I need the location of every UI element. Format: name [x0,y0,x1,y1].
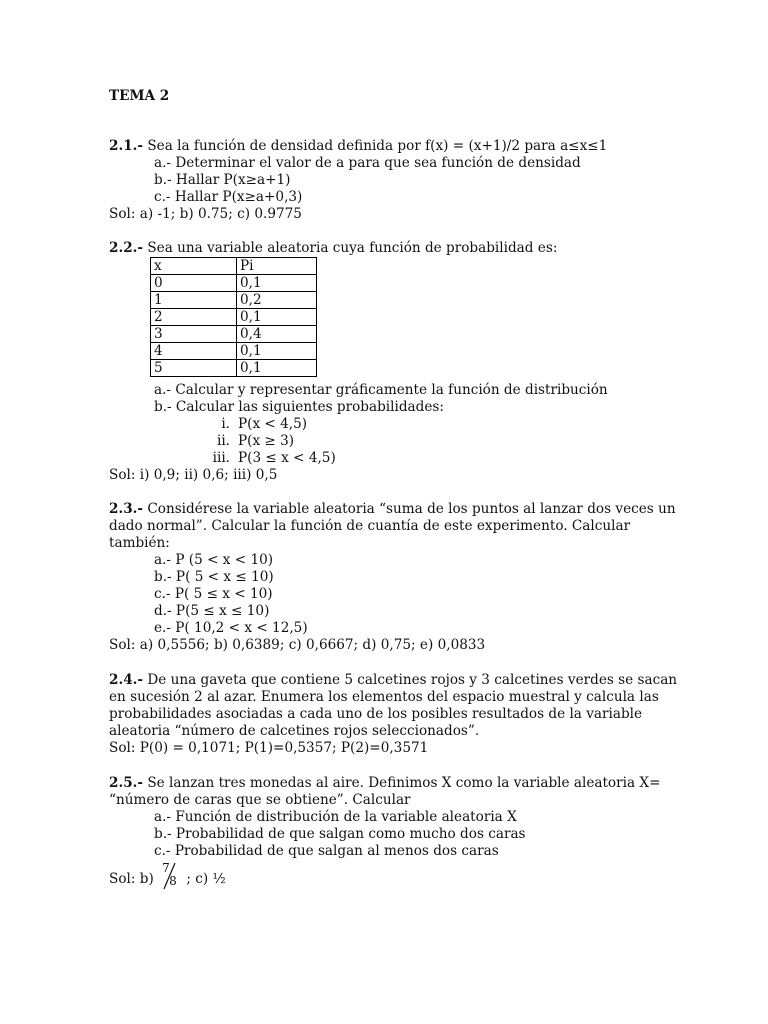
table-cell: 0,1 [237,343,317,360]
table-row [151,326,317,343]
table-header-cell: x [151,258,237,275]
problem-2-3-item-e: e.- P( 10,2 < x < 12,5) [154,620,308,636]
problem-number: 2.4.- [109,672,144,688]
table-header-row [151,258,317,275]
problem-2-1-item-c: c.- Hallar P(x≥a+0,3) [154,189,303,205]
problem-2-2-sub-ii: ii. P(x ≥ 3) [216,433,295,449]
problem-2-3-item-b: b.- P( 5 < x ≤ 10) [154,569,274,585]
problem-2-5-line-2: “número de caras que se obtiene”. Calcular [109,792,411,808]
problem-2-3-item-c: c.- P( 5 ≤ x < 10) [154,586,273,602]
table-cell: 5 [151,360,237,377]
problem-2-2-item-b: b.- Calcular las siguientes probabilidades: [154,399,444,415]
table-cell: 0 [151,275,237,292]
problem-2-1-statement: 2.1.- Sea la función de densidad definida por f(x) = (x+1)/2 para a≤x≤1 [109,138,608,154]
table-row [151,360,317,377]
problem-2-1-item-a: a.- Determinar el valor de a para que sea función de densidad [154,155,581,171]
problem-2-1-solution: Sol: a) -1; b) 0.75; c) 0.9775 [109,206,302,222]
problem-2-5-item-a: a.- Función de distribución de la variable aleatoria X [154,809,517,825]
table-cell: 2 [151,309,237,326]
page-title: TEMA 2 [109,88,170,104]
problem-2-3-solution: Sol: a) 0,5556; b) 0,6389; c) 0,6667; d) 0,75; e) 0,0833 [109,637,486,653]
table-cell: 1 [151,292,237,309]
table-cell: 4 [151,343,237,360]
table-cell: 0,2 [237,292,317,309]
table-row [151,275,317,292]
problem-2-2-sub-iii: iii. P(3 ≤ x < 4,5) [212,450,336,466]
problem-2-4-statement: 2.4.- De una gaveta que contiene 5 calcetines rojos y 3 calcetines verdes se sacan [109,672,678,688]
table-cell: 0,4 [237,326,317,343]
problem-number: 2.2.- [109,240,144,256]
table-cell: 0,1 [237,360,317,377]
problem-2-5-solution: Sol: b) 7 8 ; c) ½ [109,865,226,891]
table-row [151,292,317,309]
problem-2-5-statement: 2.5.- Se lanzan tres monedas al aire. Definimos X como la variable aleatoria X= [109,775,661,791]
problem-2-3-line-3: también: [109,535,170,551]
problem-2-2-sub-i: i. P(x < 4,5) [221,416,308,432]
table-cell: 3 [151,326,237,343]
table-row [151,343,317,360]
table-cell: 0,1 [237,309,317,326]
table-cell: 0,1 [237,275,317,292]
problem-number: 2.3.- [109,501,144,517]
problem-2-4-line-2: en sucesión 2 al azar. Enumera los elementos del espacio muestral y calcula las [109,689,659,705]
problem-2-4-solution: Sol: P(0) = 0,1071; P(1)=0,5357; P(2)=0,3571 [109,740,429,756]
problem-2-3-item-a: a.- P (5 < x < 10) [154,552,274,568]
problem-2-2-item-a: a.- Calcular y representar gráficamente la función de distribución [154,382,608,398]
problem-2-2-solution: Sol: i) 0,9; ii) 0,6; iii) 0,5 [109,467,278,483]
problem-2-4-line-4: aleatoria “número de calcetines rojos seleccionados”. [109,723,480,739]
problem-2-4-line-3: probabilidades asociadas a cada uno de los posibles resultados de la variable [109,706,643,722]
problem-2-1-item-b: b.- Hallar P(x≥a+1) [154,172,291,188]
problem-2-3-line-2: dado normal”. Calcular la función de cuantía de este experimento. Calcular [109,518,631,534]
problem-number: 2.1.- [109,138,144,154]
table-row [151,309,317,326]
probability-table [150,257,317,377]
problem-2-3-item-d: d.- P(5 ≤ x ≤ 10) [154,603,270,619]
fraction-seven-eighths: 7 8 [158,865,182,891]
problem-number: 2.5.- [109,775,144,791]
table-header-cell: Pi [237,258,317,275]
problem-2-3-statement: 2.3.- Considérese la variable aleatoria “suma de los puntos al lanzar dos veces un [109,501,676,517]
problem-2-2-statement: 2.2.- Sea una variable aleatoria cuya función de probabilidad es: [109,240,558,256]
problem-2-5-item-c: c.- Probabilidad de que salgan al menos dos caras [154,843,499,859]
problem-2-5-item-b: b.- Probabilidad de que salgan como mucho dos caras [154,826,526,842]
